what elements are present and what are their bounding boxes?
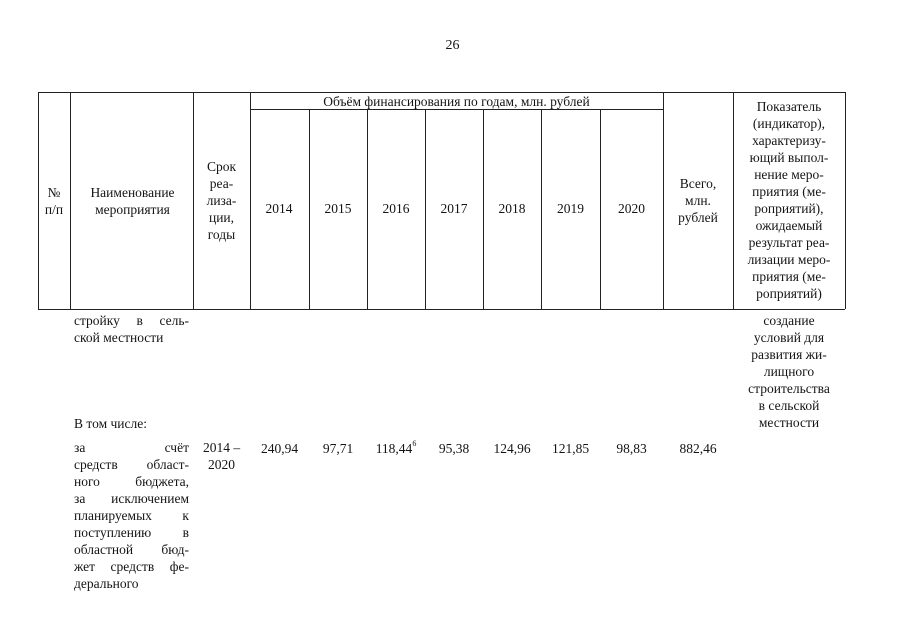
header-funding: Объём финансирования по годам, млн. рублей <box>323 94 590 109</box>
year-2017: 2017 <box>440 201 468 216</box>
value-total: 882,46 <box>679 441 717 456</box>
header-total: Всего, млн. рублей <box>678 176 718 225</box>
value-2016: 118,44$^6$ <box>375 439 417 456</box>
name-continued: стройку в сель- ской местности <box>74 313 189 345</box>
value-2017: 95,38 <box>438 441 470 456</box>
including-label: В том числе: <box>74 416 147 431</box>
year-2016: 2016 <box>382 201 410 216</box>
sub-row-term: 2014 – 2020 <box>202 440 241 472</box>
header-number: № п/п <box>44 185 64 217</box>
indicator-text: создание условий для развития жи- лищного строительства в сельской местности <box>748 313 830 430</box>
year-2019: 2019 <box>557 201 584 216</box>
value-2020: 98,83 <box>616 441 647 456</box>
year-2014: 2014 <box>265 201 293 216</box>
year-2018: 2018 <box>498 201 526 216</box>
header-term: Срок реа- лиза- ции, годы <box>206 159 237 242</box>
header-name: Наименование мероприятия <box>90 185 175 217</box>
value-2015: 97,71 <box>322 441 354 456</box>
footnote-mark: 6 <box>412 439 417 448</box>
sub-row-name: за счёт средств област- ного бюджета, за исключением планируемых к поступлению в областной бюд- жет средств фе- дерального <box>74 440 189 591</box>
value-2018: 124,96 <box>493 441 531 456</box>
page-number: 26 <box>445 38 460 53</box>
value-2019: 121,85 <box>551 441 590 456</box>
header-indicator: Показатель (индикатор), характеризу- ющий выпол- нение меро- приятия (ме- роприятий), ожидаемый результат реа- лизации меро- приятия (ме- роприятий) <box>747 99 831 301</box>
year-2015: 2015 <box>324 201 352 216</box>
year-2020: 2020 <box>618 201 645 216</box>
value-2014: 240,94 <box>260 441 299 456</box>
